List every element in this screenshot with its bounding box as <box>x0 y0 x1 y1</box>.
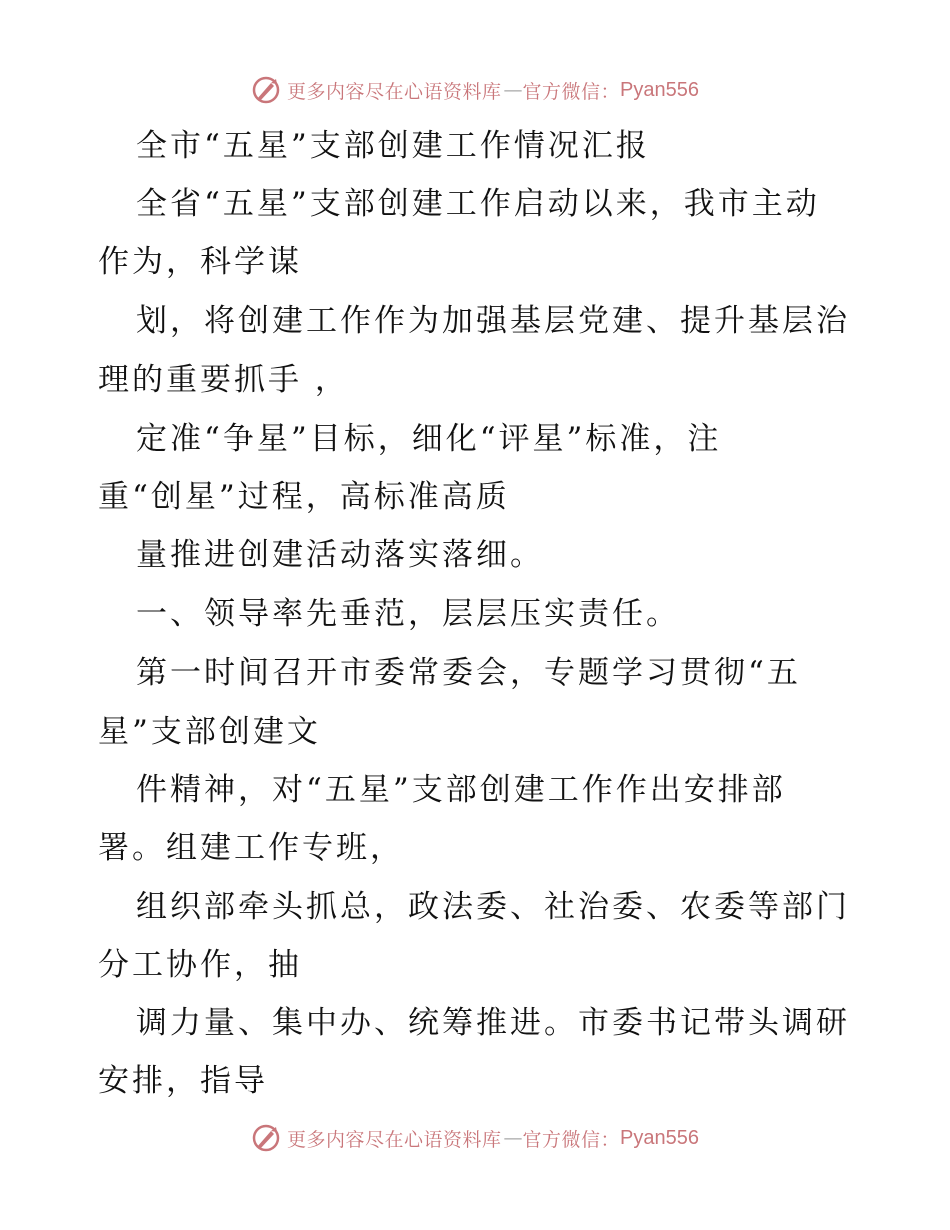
paragraph-line: 量推进创建活动落实落细。 <box>136 537 544 573</box>
header-watermark <box>0 70 950 110</box>
paragraph-line: 安排，指导 <box>98 1063 268 1099</box>
paragraph-line: 全省“五星”支部创建工作启动以来，我市主动 <box>136 186 820 222</box>
paragraph-line: 定准“争星”目标，细化“评星”标准，注 <box>136 421 722 457</box>
watermark-wechat-label: 官方微信： <box>522 80 621 103</box>
paragraph-line: 组织部牵头抓总，政法委、社治委、农委等部门 <box>136 889 850 925</box>
section-heading: 一、领导率先垂范，层层压实责任。 <box>136 596 680 632</box>
watermark-wechat-label: 官方微信： <box>522 1128 621 1151</box>
paragraph-line: 理的重要抓手 ， <box>98 362 349 398</box>
footer-watermark <box>0 1118 950 1158</box>
watermark-dash: — <box>503 79 523 101</box>
paragraph-line: 调力量、集中办、统筹推进。市委书记带头调研 <box>136 1005 850 1041</box>
quill-logo-icon <box>251 75 281 105</box>
watermark-site-text: 更多内容尽在心语资料库 <box>287 80 502 103</box>
document-title: 全市“五星”支部创建工作情况汇报 <box>136 128 650 164</box>
watermark-account: Pyan556 <box>620 78 699 101</box>
watermark-dash: — <box>503 1127 523 1149</box>
paragraph-line: 第一时间召开市委常委会，专题学习贯彻“五 <box>136 655 801 691</box>
paragraph-line: 划，将创建工作作为加强基层党建、提升基层治 <box>136 303 850 339</box>
paragraph-line: 重“创星”过程，高标准高质 <box>98 479 510 515</box>
paragraph-line: 作为，科学谋 <box>98 244 302 280</box>
paragraph-line: 署。组建工作专班， <box>98 830 404 866</box>
watermark-site-text: 更多内容尽在心语资料库 <box>287 1128 502 1151</box>
paragraph-line: 件精神，对“五星”支部创建工作作出安排部 <box>136 772 786 808</box>
quill-logo-icon <box>251 1123 281 1153</box>
paragraph-line: 星”支部创建文 <box>98 714 321 750</box>
paragraph-line: 分工协作，抽 <box>98 947 302 983</box>
watermark-account: Pyan556 <box>620 1126 699 1149</box>
